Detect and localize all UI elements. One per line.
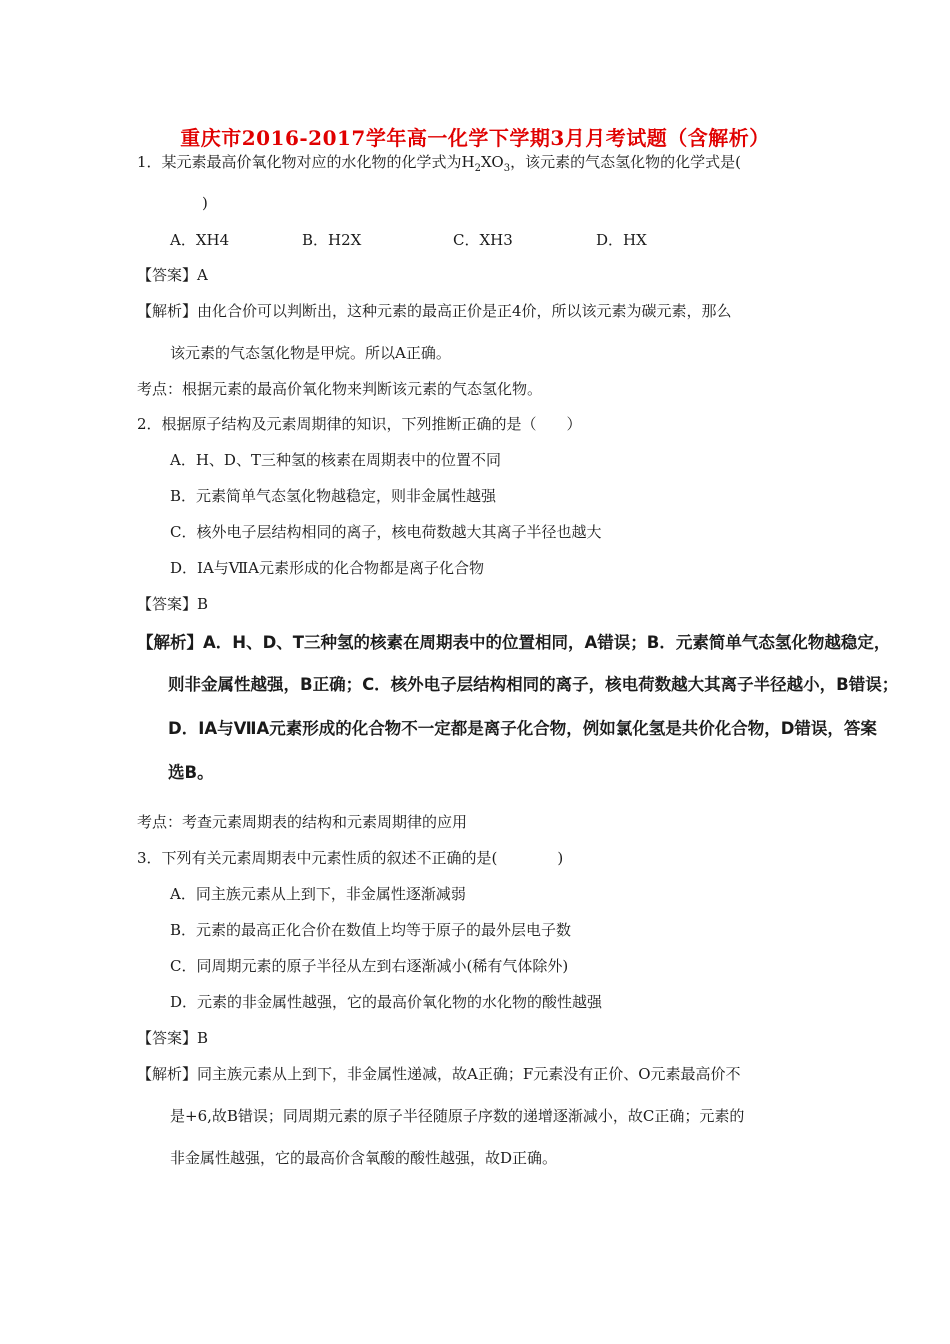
- q3-stem: 3．下列有关元素周期表中元素性质的叙述不正确的是( ): [137, 849, 564, 867]
- q1-stem-part1: 1．某元素最高价氧化物对应的水化物的化学式为H: [137, 153, 475, 171]
- q2-stem: 2．根据原子结构及元素周期律的知识，下列推断正确的是（ ）: [137, 415, 582, 433]
- q2-analysis-line2: 则非金属性越强，B正确；C．核外电子层结构相同的离子，核电荷数越大其离子半径越小，B错误；: [168, 675, 899, 694]
- q2-option-a: A．H、D、T三种氢的核素在周期表中的位置不同: [170, 451, 501, 469]
- q1-point: 考点：根据元素的最高价氧化物来判断该元素的气态氢化物。: [137, 380, 543, 398]
- q2-option-c: C．核外电子层结构相同的离子，核电荷数越大其离子半径也越大: [170, 523, 602, 541]
- q3-analysis-line1: 【解析】同主族元素从上到下，非金属性递减，故A正确；F元素没有正价、O元素最高价不: [137, 1065, 741, 1083]
- q2-point: 考点：考查元素周期表的结构和元素周期律的应用: [137, 813, 468, 831]
- q1-stem-sub1: 2: [474, 163, 482, 174]
- q2-analysis-line4: 选B。: [168, 763, 214, 782]
- q1-option-d: D．HX: [596, 231, 647, 249]
- q3-option-d: D．元素的非金属性越强，它的最高价氧化物的水化物的酸性越强: [170, 993, 603, 1011]
- q3-option-a: A．同主族元素从上到下，非金属性逐渐减弱: [170, 885, 466, 903]
- q1-option-c: C．XH3: [453, 231, 513, 249]
- q3-option-b: B．元素的最高正化合价在数值上均等于原子的最外层电子数: [170, 921, 572, 939]
- q2-analysis-line1: 【解析】A．H、D、T三种氢的核素在周期表中的位置相同，A错误；B．元素简单气态氢化物越稳定，: [137, 633, 891, 652]
- q1-option-a: A．XH4: [170, 231, 230, 249]
- q2-answer: 【答案】B: [137, 595, 209, 613]
- q1-stem: [137, 152, 741, 179]
- q2-analysis-line3: D．ⅠA与ⅦA元素形成的化合物不一定都是离子化合物，例如氯化氢是共价化合物，D错误，答案: [168, 719, 877, 738]
- document-title: 重庆市2016-2017学年高一化学下学期3月月考试题（含解析）: [180, 126, 770, 150]
- q1-stem-close: ): [202, 194, 208, 212]
- q1-stem-part2: XO: [481, 153, 504, 171]
- q3-analysis-line3: 非金属性越强，它的最高价含氧酸的酸性越强，故D正确。: [170, 1149, 558, 1167]
- q2-option-d: D．ⅠA与ⅦA元素形成的化合物都是离子化合物: [170, 559, 484, 577]
- q2-option-b: B．元素简单气态氢化物越稳定，则非金属性越强: [170, 487, 497, 505]
- q1-analysis-line2: 该元素的气态氢化物是甲烷。所以A正确。: [170, 344, 451, 362]
- q3-answer: 【答案】B: [137, 1029, 209, 1047]
- q3-analysis-line2: 是+6,故B错误；同周期元素的原子半径随原子序数的递增逐渐减小，故C正确；元素的: [170, 1107, 745, 1125]
- q1-option-b: B．H2X: [302, 231, 362, 249]
- q1-analysis-line1: 【解析】由化合价可以判断出，这种元素的最高正价是正4价，所以该元素为碳元素，那么: [137, 302, 732, 320]
- q1-stem-part3: ，该元素的气态氢化物的化学式是(: [510, 153, 741, 171]
- q1-answer: 【答案】A: [137, 266, 208, 284]
- q1-stem-sub2: 3: [503, 163, 511, 174]
- q3-option-c: C．同周期元素的原子半径从左到右逐渐减小(稀有气体除外): [170, 957, 569, 975]
